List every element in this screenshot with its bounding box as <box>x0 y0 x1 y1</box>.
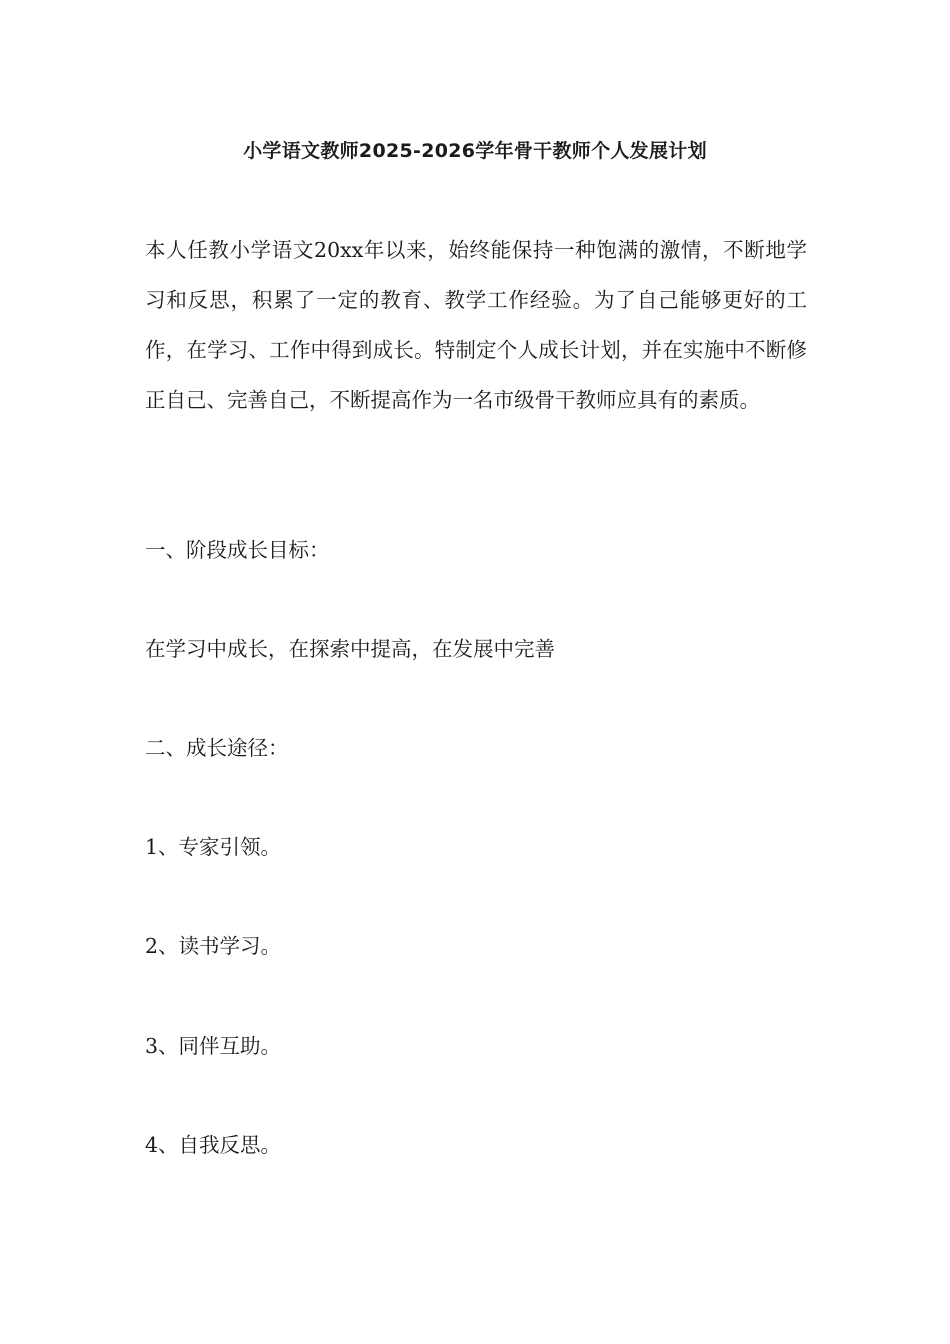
list-item: 2、读书学习。 <box>145 934 282 958</box>
goal-statement: 在学习中成长，在探索中提高，在发展中完善 <box>145 637 555 661</box>
intro-paragraph: 本人任教小学语文20xx年以来，始终能保持一种饱满的激情，不断地学习和反思，积累了一定的教育、教学工作经验。为了自己能够更好的工作，在学习、工作中得到成长。特制定个人成长计划，并在实施中不断修正自己、完善自己，不断提高作为一名市级骨干教师应具有的素质。 <box>145 238 807 412</box>
document-title: 小学语文教师2025-2026学年骨干教师个人发展计划 <box>243 140 707 162</box>
list-item: 4、自我反思。 <box>145 1133 282 1157</box>
section-heading-paths: 二、成长途径： <box>145 736 289 760</box>
list-item: 3、同伴互助。 <box>145 1034 282 1058</box>
list-item: 1、专家引领。 <box>145 835 282 859</box>
section-heading-goals: 一、阶段成长目标： <box>145 538 330 562</box>
